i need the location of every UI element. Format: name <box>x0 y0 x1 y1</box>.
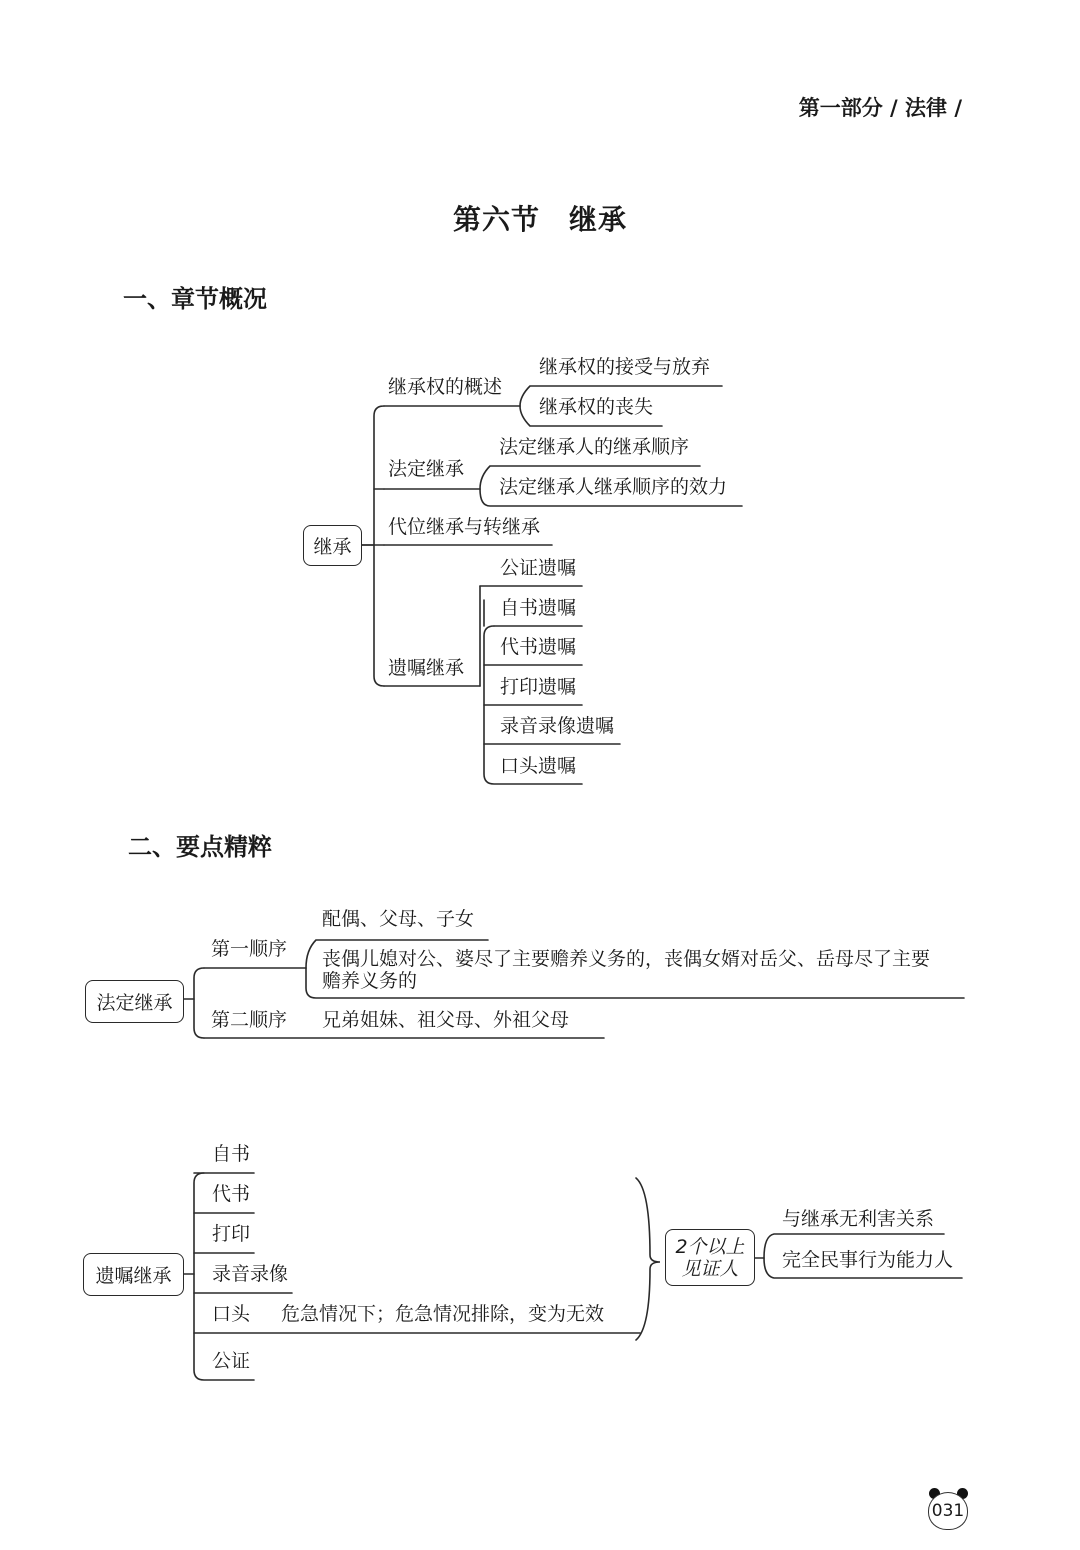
will-map-root <box>83 1253 184 1296</box>
root-label: 继承 <box>313 536 352 558</box>
heading-chapter-overview: 一、章节概况 <box>123 285 267 313</box>
will-type-dictated: 代书 <box>212 1183 251 1205</box>
leaf-loss-of-right: 继承权的丧失 <box>539 396 654 418</box>
first-order-item-widowed-line1: 丧偶儿媳对公、婆尽了主要赡养义务的，丧偶女婿对岳父、岳母尽了主要 <box>322 948 931 970</box>
branch-overview: 继承权的概述 <box>388 376 503 398</box>
will-type-notarized: 公证 <box>212 1350 251 1372</box>
will-type-oral: 口头 <box>212 1303 251 1325</box>
leaf-legal-order-effect: 法定继承人继承顺序的效力 <box>499 476 728 498</box>
section-title: 第六节 继承 <box>452 203 627 236</box>
leaf-acceptance-renunciation: 继承权的接受与放弃 <box>539 356 711 378</box>
leaf-dictated-will: 代书遗嘱 <box>500 636 577 658</box>
branch-substitution: 代位继承与转继承 <box>388 516 541 538</box>
leaf-oral-will: 口头遗嘱 <box>500 755 577 777</box>
legal-map-root <box>85 980 184 1023</box>
leaf-recorded-will: 录音录像遗嘱 <box>500 715 615 737</box>
mindmap-root-inheritance <box>303 525 362 566</box>
second-order-item: 兄弟姐妹、祖父母、外祖父母 <box>322 1009 570 1031</box>
first-order-label: 第一顺序 <box>211 938 288 960</box>
legal-root-label: 法定继承 <box>96 992 173 1014</box>
witness-line1: 2个以上 <box>675 1235 745 1258</box>
will-type-recorded: 录音录像 <box>212 1263 289 1285</box>
witness-req-capacity: 完全民事行为能力人 <box>782 1249 954 1271</box>
page-number <box>928 1492 968 1530</box>
branch-legal-succession: 法定继承 <box>388 458 465 480</box>
second-order-label: 第二顺序 <box>211 1009 288 1031</box>
oral-will-note: 危急情况下；危急情况排除，变为无效 <box>281 1303 605 1325</box>
first-order-item-spouse: 配偶、父母、子女 <box>322 908 475 930</box>
first-order-item-widowed-line2: 赡养义务的 <box>322 970 418 992</box>
leaf-holographic-will: 自书遗嘱 <box>500 597 577 619</box>
will-root-label: 遗嘱继承 <box>95 1265 172 1287</box>
leaf-printed-will: 打印遗嘱 <box>500 676 577 698</box>
running-header: 第一部分 / 法律 / <box>798 96 962 120</box>
witness-req-no-interest: 与继承无利害关系 <box>782 1208 935 1230</box>
witness-line2: 见证人 <box>681 1257 739 1280</box>
will-type-holographic: 自书 <box>212 1143 251 1165</box>
heading-key-points: 二、要点精粹 <box>128 833 272 861</box>
leaf-notarized-will: 公证遗嘱 <box>500 557 577 579</box>
branch-will-succession: 遗嘱继承 <box>388 657 465 679</box>
leaf-legal-order: 法定继承人的继承顺序 <box>499 436 690 458</box>
page-number-text: 031 <box>931 1501 965 1521</box>
witness-box <box>665 1229 755 1286</box>
will-type-printed: 打印 <box>212 1223 251 1245</box>
